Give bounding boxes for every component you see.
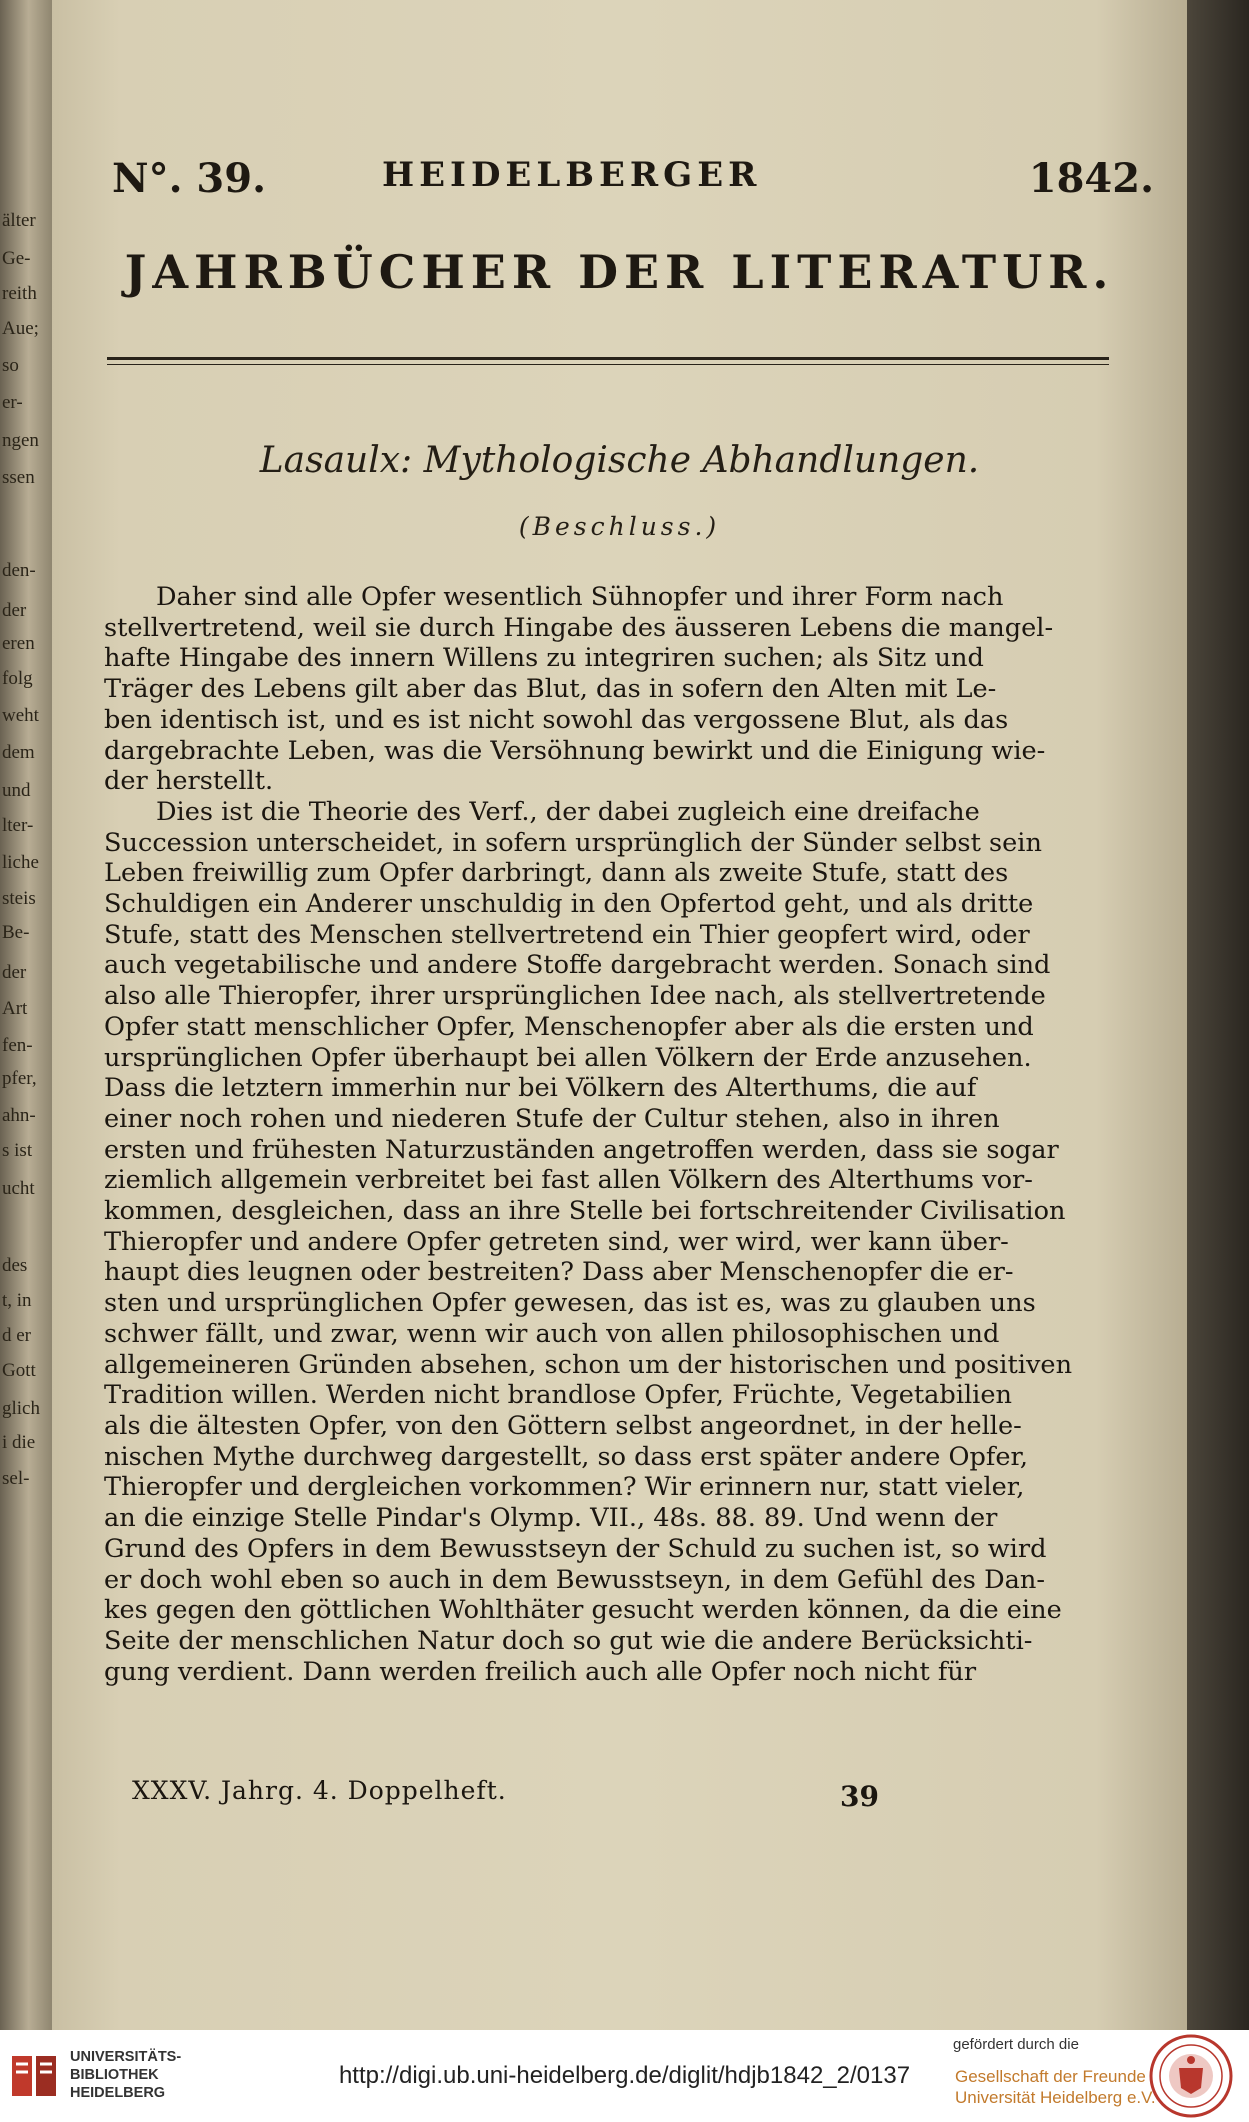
viewer-footer bbox=[0, 2030, 1249, 2122]
article-line: Succession unterscheidet, in sofern ursprünglich der Sünder selbst sein bbox=[104, 827, 1042, 858]
previous-page-fragment: Be- bbox=[2, 922, 30, 943]
previous-page-fragment: ahn- bbox=[2, 1105, 36, 1126]
previous-page-fragment: er- bbox=[2, 392, 23, 413]
article-line: Daher sind alle Opfer wesentlich Sühnopfer und ihrer Form nach bbox=[156, 582, 1004, 612]
previous-page-fragment: sel- bbox=[2, 1468, 30, 1489]
article-line: er doch wohl eben so auch in dem Bewusstseyn, in dem Gefühl des Dan- bbox=[104, 1564, 1045, 1595]
library-name-line3: HEIDELBERG bbox=[70, 2085, 166, 2101]
previous-page-fragment: der bbox=[2, 962, 27, 983]
article-line: kes gegen den göttlichen Wohlthäter gesucht werden können, da die eine bbox=[104, 1595, 1062, 1626]
previous-page-fragment: s ist bbox=[2, 1140, 33, 1161]
article-line: Grund des Opfers in dem Bewusstseyn der Schuld zu suchen ist, so wird bbox=[104, 1533, 1047, 1564]
sponsor-lead-text: gefördert durch die bbox=[953, 2036, 1079, 2053]
book-edge bbox=[1187, 0, 1249, 2030]
article-line: der herstellt. bbox=[104, 766, 274, 797]
article-line: Träger des Lebens gilt aber das Blut, das in sofern den Alten mit Le- bbox=[104, 674, 997, 705]
previous-page-fragment: pfer, bbox=[2, 1068, 37, 1089]
previous-page-fragment: dem bbox=[2, 742, 35, 763]
previous-page-fragment: reith bbox=[2, 283, 37, 304]
article-line: hafte Hingabe des innern Willens zu integriren suchen; als Sitz und bbox=[104, 643, 984, 674]
previous-page-fragment: des bbox=[2, 1255, 28, 1276]
previous-page-fragment: i die bbox=[2, 1432, 36, 1453]
previous-page-edge bbox=[0, 0, 52, 2030]
journal-year: 1842. bbox=[1028, 155, 1154, 202]
article-line: Leben freiwillig zum Opfer darbringt, dann als zweite Stufe, statt des bbox=[104, 858, 1009, 889]
library-name-line2: BIBLIOTHEK bbox=[70, 2067, 159, 2083]
article-line: Stufe, statt des Menschen stellvertretend ein Thier geopfert wird, oder bbox=[104, 919, 1030, 950]
previous-page-fragment: d er bbox=[2, 1325, 32, 1346]
article-line: ben identisch ist, und es ist nicht sowohl das vergossene Blut, als das bbox=[104, 704, 1009, 735]
journal-title: JAHRBÜCHER DER LITERATUR. bbox=[124, 245, 1115, 299]
article-subtitle: (Beschluss.) bbox=[518, 512, 721, 541]
library-name-line1: UNIVERSITÄTS- bbox=[70, 2049, 182, 2065]
article-line: also alle Thieropfer, ihrer ursprünglichen Idee nach, als stellvertretende bbox=[104, 981, 1046, 1012]
article-line: auch vegetabilische und andere Stoffe dargebracht werden. Sonach sind bbox=[104, 950, 1051, 981]
previous-page-fragment: weht bbox=[2, 705, 39, 726]
previous-page-fragment: eren bbox=[2, 633, 35, 654]
sponsor-name-line2: Universität Heidelberg e.V. bbox=[955, 2088, 1156, 2107]
previous-page-fragment: fen- bbox=[2, 1035, 33, 1056]
article-line: Dass die letztern immerhin nur bei Völkern des Alterthums, die auf bbox=[104, 1073, 977, 1104]
article-line: an die einzige Stelle Pindar's Olymp. VII., 48s. 88. 89. Und wenn der bbox=[104, 1503, 998, 1534]
permalink-url[interactable]: http://digi.ub.uni-heidelberg.de/diglit/hdjb1842_2/0137 bbox=[338, 2062, 911, 2089]
previous-page-fragment: glich bbox=[2, 1398, 40, 1419]
article-line: haupt dies leugnen oder bestreiten? Dass aber Menschenopfer die er- bbox=[104, 1257, 1014, 1288]
previous-page-fragment: und bbox=[2, 780, 31, 801]
article-line: sten und ursprünglichen Opfer gewesen, das ist es, was zu glauben uns bbox=[104, 1288, 1036, 1319]
issue-number: N°. 39. bbox=[112, 155, 267, 202]
previous-page-fragment: Gott bbox=[2, 1360, 36, 1381]
article-line: nischen Mythe durchweg dargestellt, so dass erst später andere Opfer, bbox=[104, 1441, 1029, 1472]
article-line: stellvertretend, weil sie durch Hingabe des äusseren Lebens die mangel- bbox=[104, 612, 1054, 643]
article-line: ursprünglichen Opfer überhaupt bei allen Völkern der Erde anzusehen. bbox=[104, 1042, 1032, 1073]
previous-page-fragment: den- bbox=[2, 560, 36, 581]
article-line: Opfer statt menschlicher Opfer, Menschenopfer aber als die ersten und bbox=[104, 1011, 1034, 1042]
journal-name: HEIDELBERGER bbox=[382, 155, 762, 195]
article-line: Seite der menschlichen Natur doch so gut wie die andere Berücksichti- bbox=[104, 1625, 1033, 1656]
sponsor-name-line1: Gesellschaft der Freunde bbox=[955, 2067, 1146, 2086]
previous-page-fragment: ssen bbox=[2, 467, 35, 488]
previous-page-fragment: der bbox=[2, 600, 27, 621]
printer-signature: XXXV. Jahrg. 4. Doppelheft. bbox=[132, 1776, 507, 1805]
article-line: kommen, desgleichen, dass an ihre Stelle bei fortschreitender Civilisation bbox=[104, 1196, 1066, 1227]
previous-page-fragment: ngen bbox=[2, 430, 39, 451]
university-seal-icon bbox=[1149, 2034, 1233, 2118]
header-rule-thin bbox=[107, 364, 1109, 365]
article-line: als die ältesten Opfer, von den Göttern selbst angeordnet, in der helle- bbox=[104, 1410, 1022, 1441]
header-rule-thick bbox=[107, 357, 1109, 360]
previous-page-fragment: so bbox=[2, 355, 19, 376]
previous-page-fragment: Ge- bbox=[2, 248, 31, 269]
page-number: 39 bbox=[840, 1780, 879, 1813]
article-title: Lasaulx: Mythologische Abhandlungen. bbox=[259, 440, 980, 481]
article-line: Thieropfer und dergleichen vorkommen? Wir erinnern nur, statt vieler, bbox=[104, 1472, 1025, 1503]
article-line: schwer fällt, und zwar, wenn wir auch von allen philosophischen und bbox=[104, 1318, 1000, 1349]
article-line: ziemlich allgemein verbreitet bei fast allen Völkern des Alterthums vor- bbox=[104, 1165, 1033, 1196]
previous-page-fragment: liche bbox=[2, 852, 39, 873]
previous-page-fragment: ucht bbox=[2, 1178, 35, 1199]
previous-page-fragment: Art bbox=[2, 998, 28, 1019]
article-line: dargebrachte Leben, was die Versöhnung bewirkt und die Einigung wie- bbox=[104, 735, 1046, 766]
previous-page-fragment: folg bbox=[2, 668, 33, 689]
article-line: einer noch rohen und niederen Stufe der Cultur stehen, also in ihren bbox=[104, 1103, 1000, 1134]
article-line: ersten und frühesten Naturzuständen angetroffen werden, dass sie sogar bbox=[104, 1134, 1059, 1165]
previous-page-fragment: lter- bbox=[2, 815, 34, 836]
article-line: gung verdient. Dann werden freilich auch alle Opfer noch nicht für bbox=[104, 1656, 977, 1687]
article-body bbox=[104, 582, 1110, 1687]
book-page bbox=[52, 0, 1187, 2030]
article-line: Thieropfer und andere Opfer getreten sind, wer wird, wer kann über- bbox=[104, 1226, 1009, 1257]
previous-page-fragment: Aue; bbox=[2, 318, 39, 339]
previous-page-fragment: steis bbox=[2, 888, 36, 909]
article-line: Dies ist die Theorie des Verf., der dabei zugleich eine dreifache bbox=[156, 796, 980, 827]
article-line: Schuldigen ein Anderer unschuldig in den Opfertod geht, und als dritte bbox=[104, 889, 1034, 920]
article-line: allgemeineren Gründen absehen, schon um der historischen und positiven bbox=[104, 1349, 1073, 1380]
previous-page-fragment: älter bbox=[2, 210, 36, 231]
article-line: Tradition willen. Werden nicht brandlose Opfer, Früchte, Vegetabilien bbox=[104, 1380, 1013, 1411]
previous-page-fragment: t, in bbox=[2, 1290, 32, 1311]
